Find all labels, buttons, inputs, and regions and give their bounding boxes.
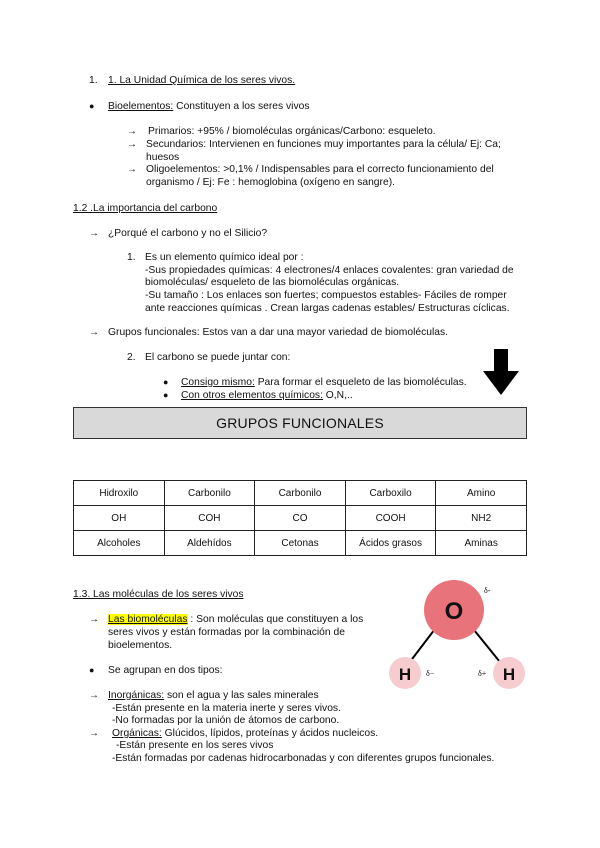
secundarios-text-1: Secundarios: Intervienen en funciones muy importantes para la célula/ Ej: Ca; xyxy=(146,139,501,150)
table-cell: COOH xyxy=(345,506,436,531)
list-number: 2. xyxy=(127,352,136,363)
functional-groups-table xyxy=(73,480,527,556)
table-cell: CO xyxy=(255,506,346,531)
delta-minus-label: δ- xyxy=(484,586,491,595)
biomol-line-1 xyxy=(108,613,363,626)
sub1-label: Consigo mismo: xyxy=(181,377,255,388)
table-cell: COH xyxy=(164,506,255,531)
section-title-1-2: 1.2 .La importancia del carbono xyxy=(73,203,218,214)
biomol-text-1: : Son moléculas que constituyen a los xyxy=(187,614,364,625)
table-row xyxy=(74,506,527,531)
arrow-icon: → xyxy=(127,126,137,137)
oligo-text-2: organismo / Ej: Fe : hemoglobina (oxígeno en sangre). xyxy=(146,177,395,188)
inorg-line xyxy=(108,689,319,702)
inorg-detail-2: -No formadas por la unión de átomos de carbono. xyxy=(112,715,340,726)
item2-text: El carbono se puede juntar con: xyxy=(145,352,291,363)
arrow-icon: → xyxy=(89,228,99,239)
sub2-line xyxy=(181,389,353,402)
table-cell: OH xyxy=(74,506,165,531)
bioelementos-label: Bioelementos: xyxy=(108,101,174,112)
delta-minus-left-label: δ− xyxy=(426,669,435,678)
table-cell: Carbonilo xyxy=(255,481,346,506)
question-text: ¿Porqué el carbono y no el Silicio? xyxy=(108,228,268,239)
arrow-icon: → xyxy=(89,690,99,701)
primarios-text: Primarios: +95% / biomoléculas orgánicas/Carbono: esqueleto. xyxy=(148,126,436,137)
secundarios-text-2: huesos xyxy=(146,152,180,163)
arrow-icon: → xyxy=(127,139,137,150)
bullet-icon: ● xyxy=(89,665,95,675)
table-cell: Cetonas xyxy=(255,531,346,556)
table-cell: Ácidos grasos xyxy=(345,531,436,556)
oligo-text-1: Oligoelementos: >0,1% / Indispensables para el correcto funcionamiento del xyxy=(146,164,494,175)
agrupan-text: Se agrupan en dos tipos: xyxy=(108,665,223,676)
item1-line-2: -Sus propiedades químicas: 4 electrones/4 enlaces covalentes: gran variedad de xyxy=(145,265,514,276)
table-cell: Amino xyxy=(436,481,527,506)
list-number: 1. xyxy=(89,75,98,86)
table-cell: Hidroxilo xyxy=(74,481,165,506)
sub1-text: Para formar el esqueleto de las biomoléculas. xyxy=(254,377,467,388)
item1-line-4: -Su tamaño : Los enlaces son fuertes; compuestos estables- Fáciles de romper xyxy=(145,290,507,301)
arrow-icon: → xyxy=(127,164,137,175)
bioelementos-text: Constituyen a los seres vivos xyxy=(173,101,310,112)
table-cell: Aminas xyxy=(436,531,527,556)
grupos-funcionales-banner: GRUPOS FUNCIONALES xyxy=(73,407,527,439)
bullet-icon: ● xyxy=(163,390,169,400)
arrow-icon: → xyxy=(89,728,99,739)
biomol-label: Las biomoléculas xyxy=(108,614,188,625)
inorg-detail-1: -Están presente en la materia inerte y seres vivos. xyxy=(112,703,341,714)
grupos-text: Grupos funcionales: Estos van a dar una mayor variedad de biomoléculas. xyxy=(108,327,448,338)
table-cell: Aldehídos xyxy=(164,531,255,556)
list-number: 1. xyxy=(127,252,136,263)
water-molecule-diagram xyxy=(380,575,540,695)
sub2-text: O,N,.. xyxy=(322,390,353,401)
hydrogen-symbol-left: H xyxy=(398,665,412,684)
org-detail-1: -Están presente en los seres vivos xyxy=(116,740,274,751)
hydrogen-symbol-right: H xyxy=(502,665,516,684)
arrow-icon: → xyxy=(89,614,99,625)
org-label: Orgánicas: xyxy=(112,728,162,739)
table-cell: Alcoholes xyxy=(74,531,165,556)
item1-line-3: biomoléculas/ esqueleto de las biomoléculas orgánicas. xyxy=(145,277,400,288)
org-detail-2: -Están formadas por cadenas hidrocarbonadas y con diferentes grupos funcionales. xyxy=(112,753,495,764)
down-arrow-icon xyxy=(483,349,519,395)
bullet-icon: ● xyxy=(163,377,169,387)
sub2-label: Con otros elementos químicos: xyxy=(181,390,323,401)
inorg-text: son el agua y las sales minerales xyxy=(164,690,319,701)
arrow-icon: → xyxy=(89,327,99,338)
table-cell: Carbonilo xyxy=(164,481,255,506)
biomol-line-3: bioelementos. xyxy=(108,640,173,651)
section-title-1-3: 1.3. Las moléculas de los seres vivos xyxy=(73,589,244,600)
item1-line-1: Es un elemento químico ideal por : xyxy=(145,252,304,263)
sub1-line xyxy=(181,376,467,389)
org-text: Glúcidos, lípidos, proteínas y ácidos nucleicos. xyxy=(161,728,379,739)
table-row xyxy=(74,531,527,556)
item1-line-5: ante reacciones químicas . Crean largas cadenas estables/ Estructuras cíclicas. xyxy=(145,303,510,314)
section-title-1: 1. La Unidad Química de los seres vivos. xyxy=(108,75,296,86)
table-cell: NH2 xyxy=(436,506,527,531)
oxygen-symbol: O xyxy=(444,598,464,625)
delta-plus-label: δ+ xyxy=(478,669,487,678)
bioelementos-line xyxy=(108,100,309,113)
table-row xyxy=(74,481,527,506)
biomol-line-2: seres vivos y están formadas por la combinación de xyxy=(108,627,345,638)
inorg-label: Inorgánicas: xyxy=(108,690,165,701)
bullet-icon: ● xyxy=(89,101,95,111)
table-cell: Carboxilo xyxy=(345,481,436,506)
